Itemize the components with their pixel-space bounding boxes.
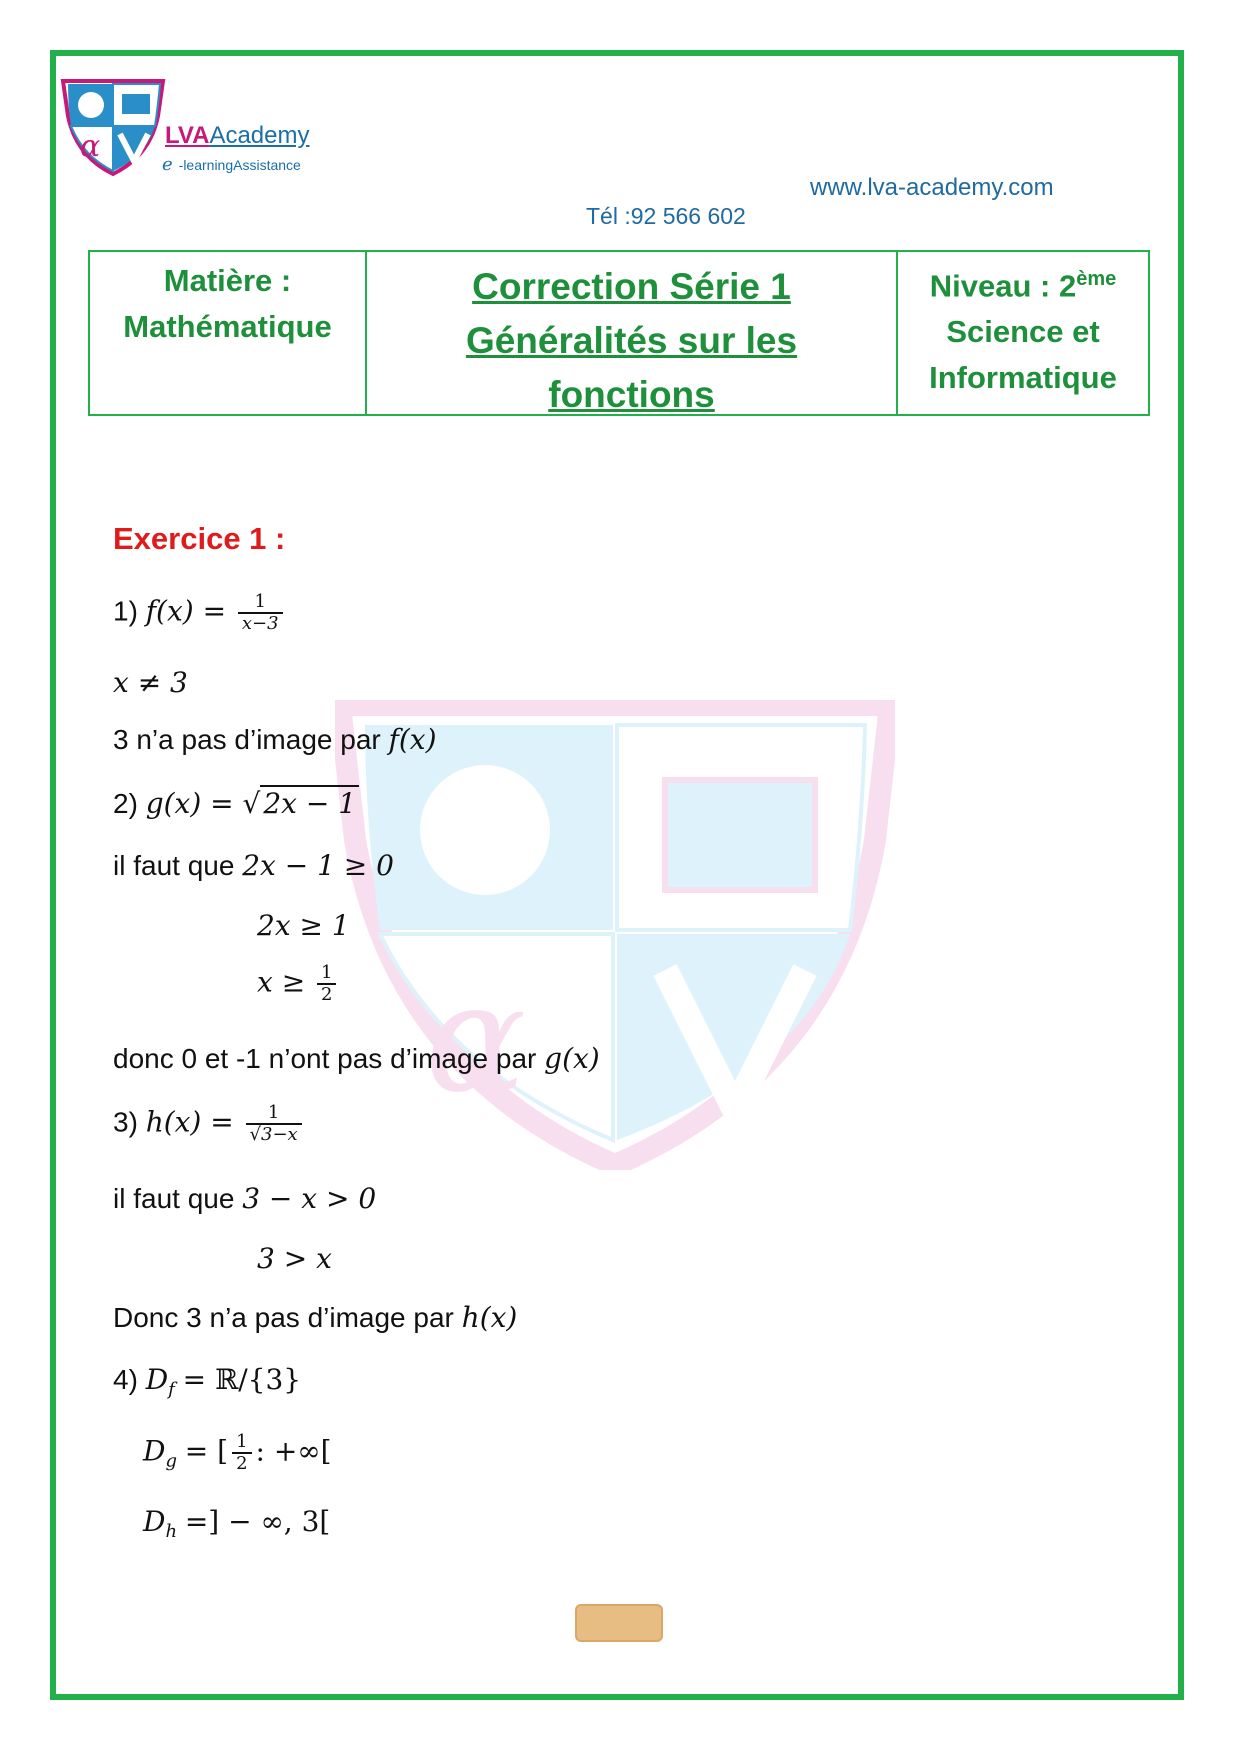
subject-value: Mathématique xyxy=(123,309,332,344)
svg-text:α: α xyxy=(80,129,101,164)
level-cell xyxy=(898,252,1148,414)
q2-conclusion: donc 0 et -1 n’ont pas d’image par g(x) xyxy=(113,1042,600,1075)
lva-academy-logo xyxy=(58,76,168,176)
q2-step-1: 2x ≥ 1 xyxy=(257,909,350,942)
q3-condition: il faut que 3 − x > 0 xyxy=(113,1182,377,1215)
document-title xyxy=(367,252,898,414)
q1-conclusion: 3 n’a pas d’image par f(x) xyxy=(113,723,437,756)
page-number-tab xyxy=(575,1604,663,1642)
subject-label: Matière : xyxy=(163,263,292,298)
exercise-title: Exercice 1 : xyxy=(113,521,286,556)
q2-step-2: x ≥ $\frac{1}{2}$ xyxy=(257,963,340,1005)
q4-domain-h: $D_h$ =] − ∞, 3[ xyxy=(143,1505,331,1542)
q3-function: 3) h(x) = $\frac{1}{√3-x}$ xyxy=(113,1103,306,1145)
info-table xyxy=(88,250,1150,416)
svg-text:α: α xyxy=(425,952,527,1126)
q3-conclusion: Donc 3 n’a pas d’image par h(x) xyxy=(113,1301,518,1334)
brand-name: LVAAcademy xyxy=(165,122,310,149)
level-label: Niveau : 2ème xyxy=(929,268,1117,304)
q1-condition: x ≠ 3 xyxy=(113,666,188,699)
level-line-2: Science et xyxy=(946,314,1100,350)
q4-domain-f: 4) $D_f$ = ℝ/{3} xyxy=(113,1363,302,1400)
q3-step-1: 3 > x xyxy=(257,1242,332,1275)
title-line-1: Correction Série 1 xyxy=(472,266,791,307)
q4-fraction: $\frac{1}{2}$ xyxy=(232,1432,251,1474)
title-line-3: fonctions xyxy=(548,374,715,415)
website-link[interactable]: www.lva-academy.com xyxy=(810,174,1054,201)
level-line-3: Informatique xyxy=(929,360,1117,396)
title-line-2: Généralités sur les xyxy=(465,320,798,361)
watermark-logo xyxy=(335,700,895,1170)
q1-function: 1) f(x) = $\frac{1}{x-3}$ xyxy=(113,592,287,634)
q2-condition: il faut que 2x − 1 ≥ 0 xyxy=(113,849,394,882)
brand-tagline: e -learningAssistance xyxy=(162,154,301,175)
q1-fraction: $\frac{1}{x-3}$ xyxy=(238,592,283,634)
q2-function: 2) g(x) = √ 2x − 1 xyxy=(113,787,359,820)
q4-domain-g: $D_g$ = [ $\frac{1}{2}$ : +∞[ xyxy=(143,1431,332,1474)
q2-fraction: $\frac{1}{2}$ xyxy=(317,963,336,1005)
q3-fraction: $\frac{1}{√3-x}$ xyxy=(246,1103,302,1145)
subject-cell xyxy=(90,252,367,414)
phone-number: Tél :92 566 602 xyxy=(586,203,746,229)
